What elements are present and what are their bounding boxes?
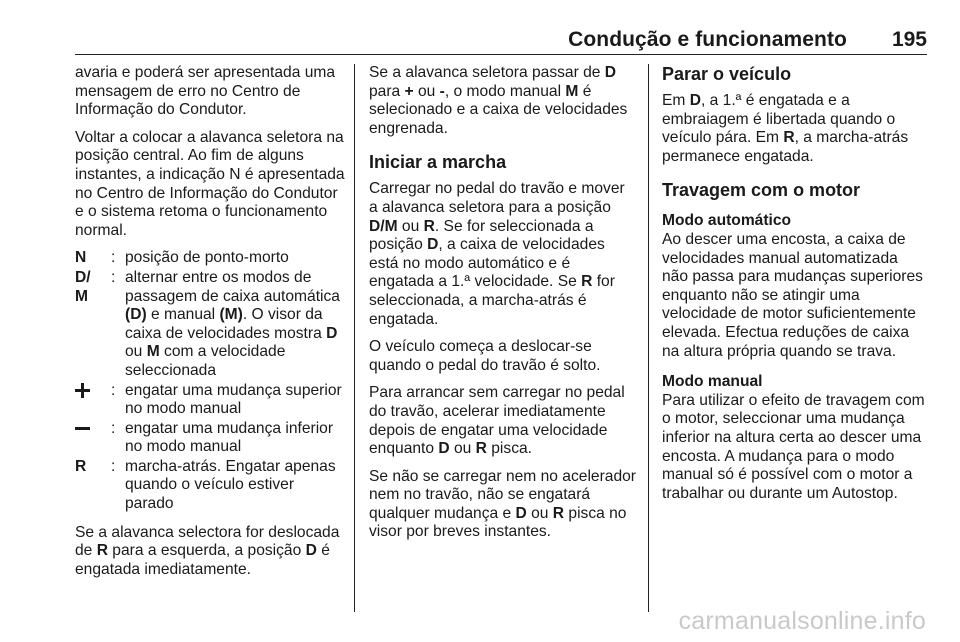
gear-definition-list <box>75 249 345 513</box>
column-divider-1 <box>354 64 355 612</box>
definition-row-r: R : marcha-atrás. Engatar apenas quando o veículo estiver parado <box>75 458 345 514</box>
definition-row-plus: : engatar uma mudança superior no modo manual <box>75 382 345 419</box>
heading-engine-braking: Travagem com o motor <box>662 180 861 201</box>
paragraph: Para arrancar sem carregar no pedal do travão, acelerar imediatamente depois de engatar uma velocidade enquanto D ou R pisca. <box>369 384 625 458</box>
paragraph: Ao descer uma encosta, a caixa de velocidades manual automatizada não passa para mudanças superiores enquanto não se atingir uma velocidade de motor suficientemente elevada. Efectua reduções de caixa na altura própria quando se trava. <box>662 230 923 360</box>
definition-row-dm: D/ M : alternar entre os modos de passagem de caixa automática (D) e manual (M). O visor da caixa de velocidades mostra D ou M com a velocidade seleccionada <box>75 269 345 381</box>
watermark: carmanualsonline.info <box>678 607 926 635</box>
definition-text: engatar uma mudança superior no modo manual <box>125 381 342 418</box>
definition-key: N <box>75 249 87 267</box>
heading-stop: Parar o veículo <box>662 64 792 84</box>
definition-key: R <box>75 457 87 475</box>
definition-text: alternar entre os modos de passagem de caixa automática (D) e manual (M). O visor da caixa de velocidades mostra D ou M com a velocidade seleccionada <box>125 268 340 379</box>
paragraph: Se a alavanca seletora passar de D para + ou -, o modo manual M é selecionado e a caixa de velocidades engrenada. <box>369 64 628 137</box>
paragraph: Em D, a 1.ª é engatada e a embraiagem é libertada quando o veículo pára. Em R, a marcha-atrás permanece engatada. <box>662 92 909 165</box>
paragraph: O veículo começa a deslocar-se quando o pedal do travão é solto. <box>369 338 601 374</box>
paragraph: avaria e poderá ser apresentada uma mensagem de erro no Centro de Informação do Condutor. <box>75 64 336 119</box>
paragraph: Carregar no pedal do travão e mover a alavanca seletora para a posição D/M ou R. Se for seleccionada a posição D, a caixa de velocidades está no modo automático e é engatada a 1.ª velocidade. Se R for seleccionada, a marcha-atrás é engatada. <box>369 180 625 328</box>
column-1 <box>75 64 345 588</box>
definition-text: posição de ponto-morto <box>125 249 289 267</box>
definition-text: engatar uma mudança inferior no modo manual <box>125 419 334 456</box>
definition-row-minus: : engatar uma mudança inferior no modo manual <box>75 420 345 457</box>
subheading-automatic: Modo automático <box>662 212 792 230</box>
page-header <box>75 28 927 55</box>
paragraph: Se a alavanca selectora for deslocada de R para a esquerda, a posição D é engatada imediatamente. <box>75 523 340 578</box>
heading-start: Iniciar a marcha <box>369 152 507 173</box>
paragraph: Voltar a colocar a alavanca seletora na posição central. Ao fim de alguns instantes, a indicação N é apresentada no Centro de Informação do Condutor e o sistema retoma o funcionamento normal. <box>75 128 345 239</box>
column-3 <box>662 64 927 512</box>
definition-row-n: N : posição de ponto-morto <box>75 249 345 268</box>
definition-text: marcha-atrás. Engatar apenas quando o veículo estiver parado <box>125 457 336 513</box>
paragraph: Se não se carregar nem no acelerador nem no travão, não se engatará qualquer mudança e D ou R pisca no visor por breves instantes. <box>369 467 636 541</box>
section-title: Condução e funcionamento <box>568 28 847 51</box>
minus-icon <box>75 420 91 438</box>
definition-key: D/ M <box>75 268 91 305</box>
subheading-manual: Modo manual <box>662 373 763 391</box>
paragraph: Para utilizar o efeito de travagem com o motor, seleccionar uma mudança inferior na altura certa ao descer uma encosta. A mudança para o modo manual só é possível com o motor a trabalhar ou durante um Autostop. <box>662 391 925 502</box>
column-divider-2 <box>648 64 649 612</box>
page-number: 195 <box>891 28 927 51</box>
plus-icon <box>75 382 91 400</box>
column-2 <box>369 64 637 551</box>
